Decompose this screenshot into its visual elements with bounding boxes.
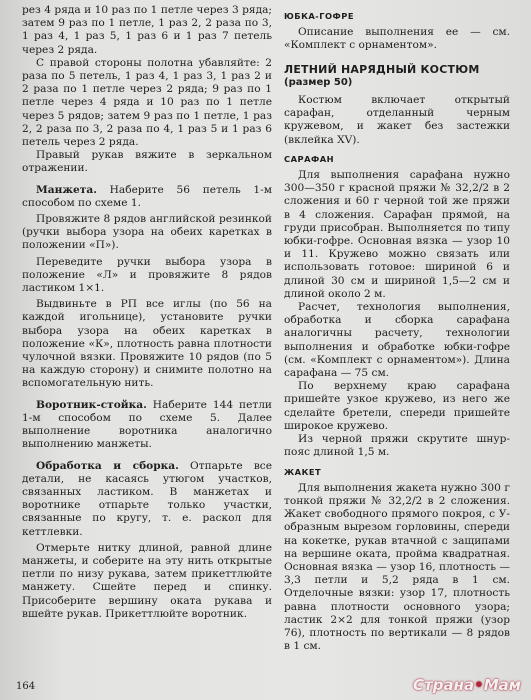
cuff-title: Манжета.: [36, 183, 97, 196]
paragraph: По верхнему краю сарафана пришейте узкое кружево, из него же сделайте бретели, спереди пришейте широкое кружево.: [284, 380, 510, 432]
paragraph: Отмерьте нитку длиной, равной длине манжеты, и соберите на эту нить открытые петли по низу рукава, затем прикеттлюйте манжету. Сшейте перед и спинку. Присоберите вершину оката рукава и вшейте рукав. Прикеттлюйте воротник.: [22, 541, 272, 620]
paragraph: Из черной пряжи скрутите шнур-пояс длиной 1,5 м.: [284, 433, 510, 459]
cuff-text: Наберите 56 петель 1-м способом по схеме 1.: [22, 183, 272, 209]
watermark-text: Мам: [483, 676, 521, 694]
paragraph: С правой стороны полотна убавляйте: 2 раза по 5 петель, 1 раз 4, 1 раз 3, 1 раз 2 и 2 раза по 1 петле через 2 ряда; 9 раз по 1 петле через 4 ряда и 10 раз по 1 петле через 5 рядов; затем 9 раз по 1 петле, 1 раз 2, 2 раза по 3, 2 раза по 4, 1 раз 5 и 1 раз 6 петель через 2 ряда.: [22, 56, 272, 149]
finishing-text: Отпарьте все детали, не касаясь утюгом участков, связанных ластиком. В манжетах и воротнике отпарьте только участки, связанные по кругу, т. е. раскол для кеттлевки.: [22, 459, 273, 538]
paragraph: Описание выполнения ее — см. «Комплект с орнаментом».: [284, 26, 510, 52]
paragraph: Провяжите 8 рядов английской резинкой (ручки выбора узора на обеих каретках в положении «П»).: [22, 213, 272, 252]
paragraph: Расчет, технология выполнения, обработка и сборка сарафана аналогичны расчету, технологии выполнения и обработке юбки-гофре (см. «Комплект с орнаментом»). Длина сарафана — 75 см.: [284, 301, 510, 380]
page-number: 164: [16, 681, 36, 692]
left-column: [22, 4, 272, 621]
collar-paragraph: [22, 399, 272, 452]
paragraph: Костюм включает открытый сарафан, отделанный черным кружевом, и жакет без застежки (вклейка XV).: [284, 94, 510, 146]
collar-title: Воротник-стойка.: [36, 398, 147, 411]
section-heading-sarafan: САРАФАН: [284, 153, 335, 164]
finishing-title: Обработка и сборка.: [36, 459, 179, 472]
paragraph: Для выполнения сарафана нужно 300—350 г красной пряжи № 32,2/2 в 2 сложения и 60 г черной той же пряжи в 4 сложения. Сарафан прямой, на груди присобран. Выполняется по типу юбки-гофре. Основная вязка — узор 10 и 11. Кружево можно связать или использовать готовое: шириной 6 и длиной 30 см и шириной 1,5—2 см и длиной около 2 м.: [284, 169, 510, 300]
costume-title: ЛЕТНИЙ НАРЯДНЫЙ КОСТЮМ: [284, 62, 480, 76]
section-heading-jacket: ЖАКЕТ: [284, 466, 322, 477]
paragraph: Переведите ручки выбора узора в положение «Л» и провяжите 8 рядов ластиком 1×1.: [22, 255, 272, 295]
right-column: [284, 4, 510, 653]
paragraph: рез 4 ряда и 10 раз по 1 петле через 3 ряда; затем 9 раз по 1 петле, 1 раз 2, 2 раза по 3, 1 раз 4, 1 раз 5, 1 раз 6 и 1 раз 7 петель через 2 ряда.: [22, 4, 272, 56]
paragraph: Правый рукав вяжите в зеркальном отражении.: [22, 149, 272, 175]
collar-text: Наберите 144 петли 1-м способом по схеме 5. Далее выполнение воротника аналогично выполнению манжеты.: [22, 398, 272, 451]
paragraph: Выдвиньте в РП все иглы (по 56 на каждой игольнице), установите ручки выбора узора на обеих каретках в положение «К», плотность равна плотности чулочной вязки. Провяжите 10 рядов (по 5 на каждую сторону) и снимите полотно на вспомогательную нить.: [22, 298, 272, 390]
watermark-separator: •: [474, 676, 484, 694]
costume-size: (размер 50): [284, 76, 353, 88]
section-heading-skirt: ЮБКА-ГОФРЕ: [284, 11, 355, 21]
cuff-paragraph: [22, 184, 272, 210]
watermark: [413, 676, 521, 694]
finishing-paragraph: [22, 460, 272, 539]
paragraph: Для выполнения жакета нужно 300 г тонкой пряжи № 32,2/2 в 2 сложения. Жакет свободного прямого покроя, с У-образным вырезом горловины, спереди на кокетке, рукав втачной с защипами на вершине оката, пройма квадратная. Основная вязка — узор 16, плотность — 3,3 петли и 5,2 ряда в 1 см. Отделочные вязки: узор 17, плотность равна плотности основного узора; ластик 2×2 для тонкой пряжи (узор 76), плотность по вертикали — 8 рядов в 1 см.: [284, 481, 510, 653]
watermark-text: Страна: [413, 676, 475, 694]
